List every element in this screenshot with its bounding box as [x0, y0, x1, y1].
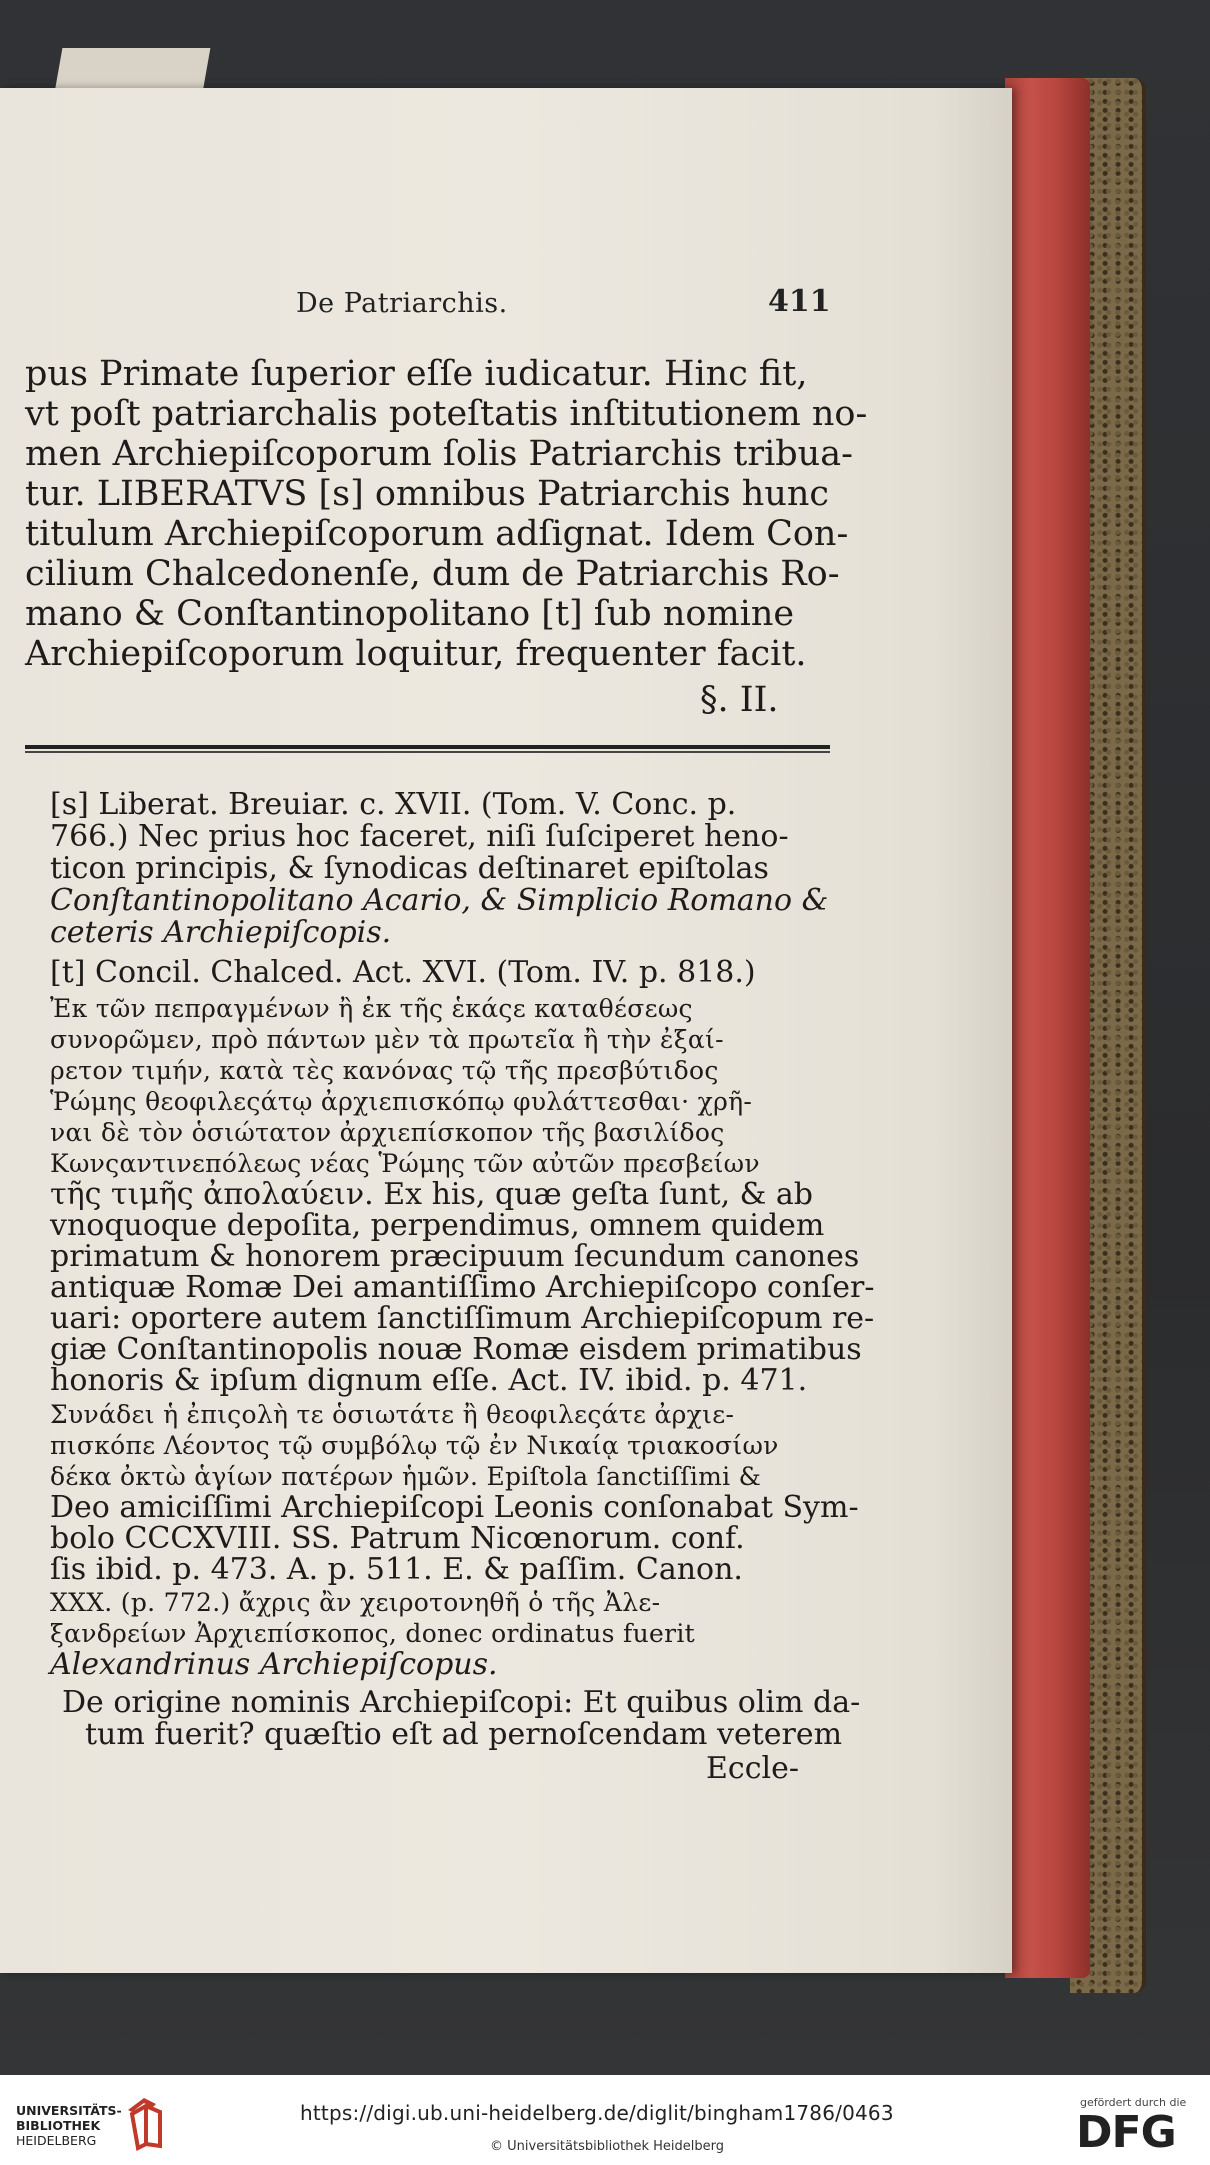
footnote-line: πισκόπε Λέοντος τῷ συμβόλῳ τῷ ἐν Νικαίᾳ τριακοσίων: [50, 1431, 779, 1460]
library-name-line: HEIDELBERG: [16, 2133, 97, 2148]
footnote-rule-thin: [25, 751, 830, 753]
main-text-line: pus Primate ſuperior eſſe iudicatur. Hinc fit,: [25, 354, 808, 394]
footnote-rule: [25, 745, 830, 749]
main-text-line: vt poſt patriarchalis poteſtatis inſtitutionem no-: [25, 394, 868, 434]
footnote-line: Ἐκ τῶν πεπραγμένων ἢ ἐκ τῆς ἑκάςε καταθέσεως: [50, 994, 693, 1023]
footnote-line: tum fuerit? quæſtio eſt ad pernoſcendam veterem: [85, 1717, 843, 1752]
footnote-line: [s] Liberat. Breuiar. c. XVII. (Tom. V. Conc. p.: [50, 787, 737, 822]
footnote-line: Κωνςαντινεπόλεως νέας Ῥώμης τῶν αὐτῶν πρεσβείων: [50, 1149, 760, 1178]
red-page-edges: [1005, 78, 1090, 1978]
dfg-logo[interactable]: DFG: [1076, 2107, 1176, 2158]
footnote-line: 766.) Nec prius hoc faceret, niſi ſuſciperet heno-: [50, 819, 789, 854]
main-text-line: cilium Chalcedonenſe, dum de Patriarchis Ro-: [25, 554, 840, 594]
footnote-line: De origine nominis Archiepiſcopi: Et quibus olim da-: [62, 1685, 861, 1720]
footnote-line: XXX. (p. 772.) ἄχρις ἂν χειροτονηθῆ ὁ τῆς Ἀλε-: [50, 1588, 661, 1617]
main-text-line: mano & Conſtantinopolitano [t] ſub nomine: [25, 594, 795, 634]
page-number: 411: [768, 284, 831, 319]
footnote-line: ſis ibid. p. 473. A. p. 511. E. & paſſim. Canon.: [50, 1552, 743, 1587]
library-name[interactable]: [16, 2103, 122, 2148]
footnote-line: bolo CCCXVIII. SS. Patrum Nicœnorum. conf.: [50, 1521, 745, 1556]
section-mark: §. II.: [700, 680, 779, 720]
funding-note: gefördert durch die: [1080, 2096, 1187, 2109]
footnote-line: δέκα ὀκτὼ ἁγίων πατέρων ἡμῶν. Epiſtola ſanctiſſimi &: [50, 1462, 762, 1491]
footnote-line: Ῥώμης θεοφιλεςάτῳ ἀρχιεπισκόπῳ φυλάττεσθαι· χρῆ-: [50, 1087, 753, 1116]
main-text-line: tur. LIBERATVS [s] omnibus Patriarchis hunc: [25, 474, 830, 514]
main-text-line: titulum Archiepiſcoporum adſignat. Idem Con-: [25, 514, 849, 554]
footnote-line: [t] Concil. Chalced. Act. XVI. (Tom. IV. p. 818.): [50, 955, 756, 990]
footnote-line: Deo amiciſſimi Archiepiſcopi Leonis conſonabat Sym-: [50, 1490, 859, 1525]
footnote-line: vnoquoque depoſita, perpendimus, omnem quidem: [50, 1208, 825, 1243]
footnote-line: ρετον τιμήν, κατὰ τὲς κανόνας τῷ τῆς πρεσβύτιδος: [50, 1056, 719, 1085]
footnote-line: ναι δὲ τὸν ὁσιώτατον ἀρχιεπίσκοπον τῆς βασιλίδος: [50, 1118, 725, 1147]
running-head: De Patriarchis.: [296, 288, 508, 319]
footnote-line: uari: oportere autem ſanctiſſimum Archiepiſcopum re-: [50, 1301, 875, 1336]
footnote-line: primatum & honorem præcipuum ſecundum canones: [50, 1239, 860, 1274]
main-text-line: men Archiepiſcoporum ſolis Patriarchis tribua-: [25, 434, 853, 474]
permalink-url[interactable]: https://digi.ub.uni-heidelberg.de/diglit/bingham1786/0463: [300, 2101, 894, 2125]
library-name-line: UNIVERSITÄTS-: [16, 2103, 122, 2118]
footnote-line: ceteris Archiepiſcopis.: [50, 915, 392, 950]
footnote-line: ticon principis, & ſynodicas deſtinaret epiſtolas: [50, 851, 769, 886]
library-name-line: BIBLIOTHEK: [16, 2118, 101, 2133]
footnote-line: Alexandrinus Archiepiſcopus.: [50, 1647, 498, 1682]
footnote-line: συνορῶμεν, πρὸ πάντων μὲν τὰ πρωτεῖα ἢ τὴν ἐξαί-: [50, 1025, 724, 1054]
footnote-line: ξανδρείων Ἀρχιεπίσκοπος, donec ordinatus fuerit: [50, 1619, 695, 1648]
footnote-line: antiquæ Romæ Dei amantiſſimo Archiepiſcopo conſer-: [50, 1270, 875, 1305]
copyright-notice: © Universitätsbibliothek Heidelberg: [490, 2139, 725, 2154]
footnote-line: giæ Conſtantinopolis nouæ Romæ eisdem primatibus: [50, 1332, 862, 1367]
main-text-line: Archiepiſcoporum loquitur, frequenter facit.: [25, 634, 807, 674]
university-library-logo-icon[interactable]: [122, 2092, 168, 2152]
footnote-line: τῆς τιμῆς ἀπολαύειν. Ex his, quæ geſta ſunt, & ab: [50, 1177, 813, 1212]
footnote-line: honoris & ipſum dignum eſſe. Act. IV. ibid. p. 471.: [50, 1363, 808, 1398]
footnote-line: Συνάδει ἡ ἐπιςολὴ τε ὁσιωτάτε ἢ θεοφιλεςάτε ἀρχιε-: [50, 1400, 735, 1429]
footnote-line: Conſtantinopolitano Acario, & Simplicio Romano &: [50, 883, 829, 918]
catchword: Eccle-: [706, 1751, 799, 1786]
